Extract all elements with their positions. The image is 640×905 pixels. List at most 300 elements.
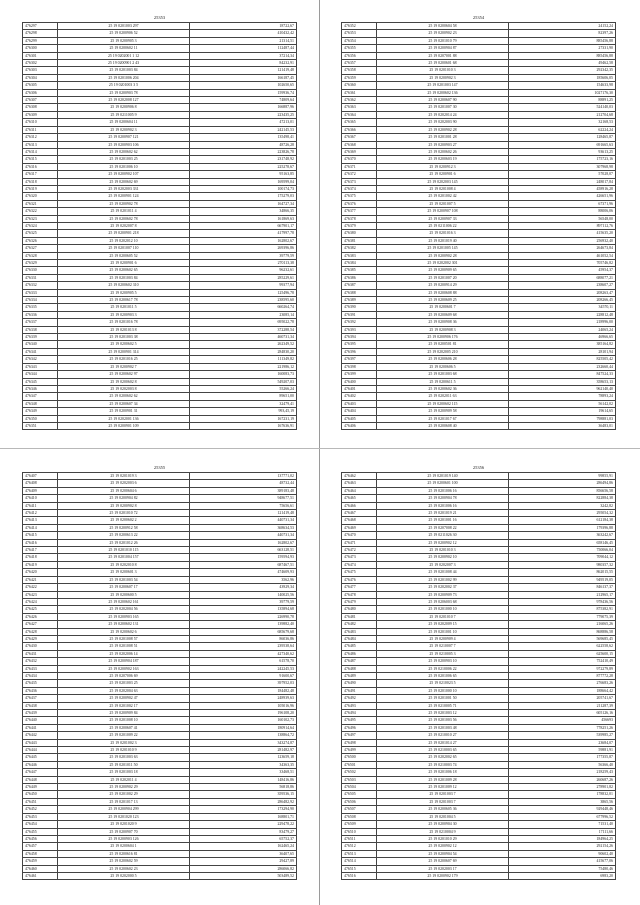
table-row <box>23 747 297 754</box>
cadastral-number-cell: 25 19 0200617 78 <box>58 297 190 304</box>
cadastral-number-cell: 25 19 0200607 90 <box>377 97 509 104</box>
table-row <box>23 163 297 170</box>
cadastral-number-cell: 25 19 0200608 88 <box>377 289 509 296</box>
value-cell: 95163,85 <box>190 171 297 178</box>
row-id-cell: 476317 <box>23 171 58 178</box>
table-row <box>342 761 616 768</box>
cadastral-number-cell: 25 19 0201003 48 <box>377 724 509 731</box>
table-row <box>23 385 297 392</box>
row-id-cell: 476471 <box>342 539 377 546</box>
row-id-cell: 476459 <box>23 858 58 865</box>
table-row <box>23 148 297 155</box>
value-cell: 292154,26 <box>509 843 616 850</box>
cadastral-number-cell: 25 19 0202000 5 <box>58 872 190 879</box>
cadastral-number-cell: 25 19 0200601 3 <box>58 569 190 576</box>
value-cell: 56142,02 <box>509 400 616 407</box>
cadastral-number-cell: 25 19 0200602 26 <box>377 148 509 155</box>
row-id-cell: 476323 <box>23 215 58 222</box>
cadastral-number-cell: 25 19 0200909 65 <box>377 267 509 274</box>
row-id-cell: 476382 <box>342 245 377 252</box>
row-id-cell: 476300 <box>23 45 58 52</box>
row-id-cell: 476447 <box>23 769 58 776</box>
cadastral-number-cell: 25 19 0200903 27 <box>377 141 509 148</box>
row-id-cell: 476352 <box>342 23 377 30</box>
cadastral-number-cell: 25 19 0200902 23 <box>377 30 509 37</box>
row-id-cell: 476330 <box>23 267 58 274</box>
row-id-cell: 476455 <box>23 828 58 835</box>
cadastral-number-cell: 25 19 0200602 11 <box>58 45 190 52</box>
value-cell: 161869,63 <box>190 215 297 222</box>
row-id-cell: 476313 <box>23 141 58 148</box>
table-row <box>342 230 616 237</box>
cadastral-number-cell: 25 19 0201016 78 <box>58 319 190 326</box>
page-panel-2 <box>341 14 616 430</box>
value-cell: 168801,71 <box>190 813 297 820</box>
value-cell: 148416,86 <box>190 776 297 783</box>
cadastral-number-cell: 25 19 0201019 21 <box>377 510 509 517</box>
table-row <box>23 554 297 561</box>
row-id-cell: 476331 <box>23 274 58 281</box>
value-cell: 23684,07 <box>509 739 616 746</box>
cadastral-number-cell: 25 19 0201003 38 <box>58 334 190 341</box>
table-row <box>23 304 297 311</box>
table-row <box>23 393 297 400</box>
row-id-cell: 476401 <box>342 385 377 392</box>
cadastral-number-cell: 25 19 0201019 40 <box>377 237 509 244</box>
table-row <box>23 193 297 200</box>
table-row <box>342 267 616 274</box>
row-id-cell: 476334 <box>23 297 58 304</box>
value-cell: 1027176,30 <box>509 89 616 96</box>
value-cell: 169599,04 <box>190 178 297 185</box>
value-cell: 232660,44 <box>509 363 616 370</box>
cadastral-number-cell: 25 19 0200609 25 <box>377 297 509 304</box>
cadastral-number-cell: 25 19 0200901 31 <box>58 408 190 415</box>
table-row <box>342 658 616 665</box>
value-cell: 167636,91 <box>190 422 297 429</box>
value-cell: 55266,24 <box>190 385 297 392</box>
row-id-cell: 476445 <box>23 754 58 761</box>
value-cell: 185606,05 <box>509 74 616 81</box>
table-row <box>23 591 297 598</box>
cadastral-number-cell: 25 19 0201003 56 <box>377 717 509 724</box>
cadastral-number-cell: 25 19 0201003 63 <box>58 754 190 761</box>
row-id-cell: 476506 <box>342 798 377 805</box>
row-id-cell: 476430 <box>23 643 58 650</box>
value-cell: 295054,32 <box>509 510 616 517</box>
cadastral-number-cell: 25 19 0201003 18 <box>58 769 190 776</box>
cadastral-number-cell: 25 19 0200902 10 <box>377 554 509 561</box>
value-cell: 56548,00 <box>509 215 616 222</box>
cadastral-number-cell: 25 19 0200901 124 <box>58 193 190 200</box>
table-row <box>23 319 297 326</box>
value-cell: 612184,38 <box>509 517 616 524</box>
value-cell: 71531,40 <box>509 821 616 828</box>
cadastral-number-cell: 25 19 0201010 72 <box>58 510 190 517</box>
value-cell: 569685,45 <box>509 635 616 642</box>
table-row <box>342 510 616 517</box>
table-row <box>342 487 616 494</box>
table-row <box>23 502 297 509</box>
value-cell: 363242,67 <box>509 532 616 539</box>
cadastral-number-cell: 25 19 0201003 25 <box>58 156 190 163</box>
row-id-cell: 476329 <box>23 260 58 267</box>
cadastral-number-cell: 25 19 0201007 110 <box>58 245 190 252</box>
cadastral-number-cell: 25 19 0201006 204 <box>58 74 190 81</box>
row-id-cell: 476436 <box>23 687 58 694</box>
cadastral-number-cell: 25 19 0200602 5 <box>58 341 190 348</box>
value-cell: 685679,68 <box>190 628 297 635</box>
cadastral-number-cell: 25 19 0202002 65 <box>377 754 509 761</box>
panel-title: 25356 <box>472 465 485 470</box>
row-id-cell: 476345 <box>23 378 58 385</box>
row-id-cell: 476346 <box>23 385 58 392</box>
table-row <box>342 835 616 842</box>
table-row <box>23 208 297 215</box>
cadastral-number-cell: 25 19 0201004 5 <box>377 813 509 820</box>
row-id-cell: 476450 <box>23 791 58 798</box>
row-id-cell: 476410 <box>23 495 58 502</box>
table-row <box>23 60 297 67</box>
row-id-cell: 476466 <box>342 502 377 509</box>
value-cell: 74809,64 <box>190 97 297 104</box>
table-row <box>23 761 297 768</box>
table-row <box>342 119 616 126</box>
value-cell: 264673,84 <box>509 245 616 252</box>
row-id-cell: 476365 <box>342 119 377 126</box>
row-id-cell: 476489 <box>342 672 377 679</box>
cadastral-number-cell: 25 19 0202011 63 <box>377 393 509 400</box>
cadastral-number-cell: 25 19 0206003 68 <box>377 598 509 605</box>
table-row <box>342 576 616 583</box>
table-row <box>23 858 297 865</box>
cadastral-number-cell: 25 19 0200909 73 <box>377 591 509 598</box>
row-id-cell: 476363 <box>342 104 377 111</box>
table-row <box>342 326 616 333</box>
value-cell: 196108,20 <box>190 710 297 717</box>
table-row <box>23 665 297 672</box>
cadastral-number-cell: 25 19 0201007 20 <box>377 274 509 281</box>
value-cell: 135894,68 <box>190 606 297 613</box>
value-cell: 24065,24 <box>509 326 616 333</box>
value-cell: 211287,39 <box>509 702 616 709</box>
table-row <box>342 178 616 185</box>
cadastral-number-cell: 25 19 0201009 28 <box>377 776 509 783</box>
row-id-cell: 476369 <box>342 148 377 155</box>
value-cell: 276683,26 <box>509 680 616 687</box>
value-cell: 539985,27 <box>509 732 616 739</box>
row-id-cell: 476469 <box>342 524 377 531</box>
row-id-cell: 476488 <box>342 665 377 672</box>
table-row <box>342 695 616 702</box>
value-cell: 980357,32 <box>509 561 616 568</box>
table-row <box>342 341 616 348</box>
table-row <box>342 754 616 761</box>
cadastral-number-cell: 25 19 0200902 8 <box>58 502 190 509</box>
cadastral-number-cell: 25 19 0200902 28 <box>377 252 509 259</box>
value-cell: 105016,96 <box>190 702 297 709</box>
table-row <box>342 724 616 731</box>
cadastral-number-cell: 25 19 0200602 65 <box>58 267 190 274</box>
table-row <box>342 858 616 865</box>
row-id-cell: 476325 <box>23 230 58 237</box>
row-id-cell: 476512 <box>342 843 377 850</box>
row-id-cell: 476362 <box>342 97 377 104</box>
value-cell: 112487,44 <box>190 45 297 52</box>
value-cell: 368634,53 <box>190 524 297 531</box>
cadastral-number-cell: 25 19 0210004 9 <box>377 828 509 835</box>
cadastral-number-cell: 25 19 0201003 68 <box>377 371 509 378</box>
value-cell: 121419,48 <box>190 67 297 74</box>
row-id-cell: 476476 <box>342 576 377 583</box>
table-row <box>23 776 297 783</box>
row-id-cell: 476356 <box>342 52 377 59</box>
cadastral-number-cell: 25 19 0200912 3 <box>377 163 509 170</box>
value-cell: 162802,67 <box>190 237 297 244</box>
value-cell: 27331,90 <box>509 45 616 52</box>
row-id-cell: 476422 <box>23 584 58 591</box>
table-row <box>23 334 297 341</box>
row-id-cell: 476348 <box>23 400 58 407</box>
cadastral-number-cell: 25 19 0200902 179 <box>377 872 509 879</box>
table-row <box>23 185 297 192</box>
table-row <box>23 732 297 739</box>
value-cell: 102650,65 <box>190 82 297 89</box>
row-id-cell: 476298 <box>23 30 58 37</box>
row-id-cell: 476495 <box>342 717 377 724</box>
row-id-cell: 476344 <box>23 371 58 378</box>
table-row <box>342 635 616 642</box>
row-id-cell: 476463 <box>342 480 377 487</box>
value-cell: 962140,40 <box>509 385 616 392</box>
value-cell: 90602,40 <box>509 850 616 857</box>
cadastral-number-cell: 25 19 0200902 12 <box>377 843 509 850</box>
row-id-cell: 476453 <box>23 813 58 820</box>
row-id-cell: 476460 <box>23 865 58 872</box>
value-cell: 48726,28 <box>190 141 297 148</box>
row-id-cell: 476510 <box>342 828 377 835</box>
table-row <box>342 111 616 118</box>
value-cell: 67371,96 <box>509 200 616 207</box>
table-row <box>342 45 616 52</box>
value-cell: 688077,21 <box>509 274 616 281</box>
value-cell: 37214,34 <box>190 52 297 59</box>
value-cell: 358653,13 <box>509 378 616 385</box>
row-id-cell: 476308 <box>23 104 58 111</box>
table-row <box>23 724 297 731</box>
row-id-cell: 476395 <box>342 341 377 348</box>
table-row <box>23 784 297 791</box>
row-id-cell: 476367 <box>342 134 377 141</box>
table-row <box>23 111 297 118</box>
row-id-cell: 476393 <box>342 326 377 333</box>
row-id-cell: 476487 <box>342 658 377 665</box>
table-row <box>23 52 297 59</box>
cadastral-number-cell: 25 19 0201007 5 <box>377 200 509 207</box>
cadastral-number-cell: 25 19 0200907 108 <box>377 208 509 215</box>
cadastral-number-cell: 25 19 0200601 7 <box>377 304 509 311</box>
cadastral-number-cell: 25 19 0200607 69 <box>377 858 509 865</box>
value-cell: 75480,46 <box>509 865 616 872</box>
table-row <box>342 710 616 717</box>
row-id-cell: 476335 <box>23 304 58 311</box>
cadastral-number-cell: 25 19 0200903 106 <box>58 141 190 148</box>
table-row <box>23 408 297 415</box>
value-cell: 229478,22 <box>190 821 297 828</box>
cadastral-number-cell: 25 19 0202012 10 <box>58 237 190 244</box>
cadastral-number-cell: 25 19 0201006 65 <box>377 672 509 679</box>
table-row <box>342 798 616 805</box>
table-row <box>342 747 616 754</box>
table-row <box>342 408 616 415</box>
table-row <box>342 156 616 163</box>
table-row <box>342 598 616 605</box>
table-row <box>23 798 297 805</box>
cadastral-number-cell: 25 19 0200904 54 <box>377 850 509 857</box>
value-cell: 218259,43 <box>509 769 616 776</box>
table-row <box>342 517 616 524</box>
table-row <box>23 67 297 74</box>
row-id-cell: 476339 <box>23 334 58 341</box>
row-id-cell: 476301 <box>23 52 58 59</box>
value-cell: 3865,56 <box>509 798 616 805</box>
table-row <box>342 628 616 635</box>
cadastral-number-cell: 25 19 0200902 78 <box>58 200 190 207</box>
value-cell: 972279,89 <box>509 665 616 672</box>
cadastral-number-cell: 25 19 0210003 65 <box>377 747 509 754</box>
row-id-cell: 476486 <box>342 650 377 657</box>
cadastral-number-cell: 25 19 0200914 29 <box>377 282 509 289</box>
cadastral-number-cell: 25 19 0201004 157 <box>58 554 190 561</box>
cadastral-number-cell: 25 19 0201008 10 <box>58 717 190 724</box>
table-row <box>342 680 616 687</box>
value-cell: 461052,54 <box>509 252 616 259</box>
row-id-cell: 476394 <box>342 334 377 341</box>
cadastral-number-cell: 25 19 0201001 50 <box>377 695 509 702</box>
table-row <box>342 319 616 326</box>
value-cell: 825505,42 <box>509 356 616 363</box>
cadastral-number-cell: 25 19 0201003 84 <box>58 274 190 281</box>
value-cell: 687467,51 <box>190 561 297 568</box>
value-cell: 798881,03 <box>509 415 616 422</box>
table-row <box>342 148 616 155</box>
cadastral-number-cell: 25 19 0202001 1 12 <box>58 52 190 59</box>
row-id-cell: 476384 <box>342 260 377 267</box>
table-row <box>23 245 297 252</box>
value-cell: 846137,37 <box>509 584 616 591</box>
value-cell: 248939,63 <box>190 695 297 702</box>
cadastral-number-cell: 25 19 0200607 41 <box>58 724 190 731</box>
cadastral-number-cell: 25 19 0201000 10 <box>377 606 509 613</box>
table-row <box>342 547 616 554</box>
value-cell: 56366,40 <box>509 761 616 768</box>
value-cell: 270113,38 <box>190 260 297 267</box>
cadastral-number-cell: 25 19 0200904 187 <box>58 658 190 665</box>
row-id-cell: 476343 <box>23 363 58 370</box>
table-row <box>342 297 616 304</box>
cadastral-number-cell: 25 19 0202005 210 <box>377 348 509 355</box>
table-row <box>342 82 616 89</box>
value-cell: 39779,59 <box>190 598 297 605</box>
cadastral-number-cell: 25 19 0200602 62 <box>58 393 190 400</box>
value-cell: 6983,20 <box>509 872 616 879</box>
cadastral-number-cell: 25 19 0201020 123 <box>58 813 190 820</box>
value-cell: 138864,72 <box>190 732 297 739</box>
value-cell: 36483,01 <box>509 422 616 429</box>
cadastral-number-cell: 25 19 0200906 176 <box>377 334 509 341</box>
table-row <box>23 569 297 576</box>
value-cell: 19614,65 <box>509 408 616 415</box>
row-id-cell: 476370 <box>342 156 377 163</box>
value-cell: 166887,96 <box>190 104 297 111</box>
value-cell: 175723,16 <box>509 156 616 163</box>
table-row <box>23 97 297 104</box>
row-id-cell: 476388 <box>342 289 377 296</box>
value-cell: 28101,94 <box>509 348 616 355</box>
row-id-cell: 476400 <box>342 378 377 385</box>
table-row <box>23 813 297 820</box>
row-id-cell: 476439 <box>23 710 58 717</box>
value-cell: 121419,48 <box>190 510 297 517</box>
cadastral-number-cell: 25 19 0201003 25 <box>58 680 190 687</box>
table-row <box>23 495 297 502</box>
row-id-cell: 476378 <box>342 215 377 222</box>
value-cell: 111349,82 <box>190 356 297 363</box>
table-row <box>342 606 616 613</box>
cadastral-number-cell: 25 19 0200904 82 <box>58 495 190 502</box>
cadastral-number-cell: 25 19 0200906 8 <box>58 104 190 111</box>
cadastral-number-cell: 25 19 0202003 331 <box>58 185 190 192</box>
row-id-cell: 476456 <box>23 835 58 842</box>
page-panel-1 <box>22 14 297 430</box>
value-cell: 285229,61 <box>190 274 297 281</box>
row-id-cell: 476465 <box>342 495 377 502</box>
cadastral-number-cell: 25 19 0200616 81 <box>58 850 190 857</box>
cadastral-number-cell: 25 19 0210010 27 <box>377 732 509 739</box>
table-row <box>23 865 297 872</box>
cadastral-number-cell: 25 19 0200602 78 <box>58 215 190 222</box>
row-id-cell: 476509 <box>342 821 377 828</box>
row-id-cell: 476340 <box>23 341 58 348</box>
table-row <box>23 872 297 879</box>
row-id-cell: 476383 <box>342 252 377 259</box>
cadastral-number-cell: 25 19 0201008 57 <box>58 635 190 642</box>
table-row <box>23 850 297 857</box>
table-row <box>23 156 297 163</box>
data-table <box>22 472 297 880</box>
row-id-cell: 476307 <box>23 97 58 104</box>
table-row <box>23 74 297 81</box>
table-row <box>342 524 616 531</box>
row-id-cell: 476358 <box>342 67 377 74</box>
value-cell: 212704,68 <box>509 111 616 118</box>
table-row <box>342 650 616 657</box>
cadastral-number-cell: 25 19 0200901 109 <box>58 422 190 429</box>
table-row <box>342 193 616 200</box>
table-row <box>342 252 616 259</box>
value-cell: 166187,45 <box>190 74 297 81</box>
value-cell: 137771,02 <box>190 473 297 480</box>
cadastral-number-cell: 25 19 0200602 59 <box>58 858 190 865</box>
value-cell: 57028,07 <box>509 171 616 178</box>
row-id-cell: 476423 <box>23 591 58 598</box>
row-id-cell: 476360 <box>342 82 377 89</box>
cadastral-number-cell: 25 19 0200901 314 <box>58 348 190 355</box>
row-id-cell: 476327 <box>23 245 58 252</box>
cadastral-number-cell: 25 19 0201011 5 <box>58 304 190 311</box>
value-cell: 667901,17 <box>190 222 297 229</box>
value-cell: 238595,60 <box>190 297 297 304</box>
